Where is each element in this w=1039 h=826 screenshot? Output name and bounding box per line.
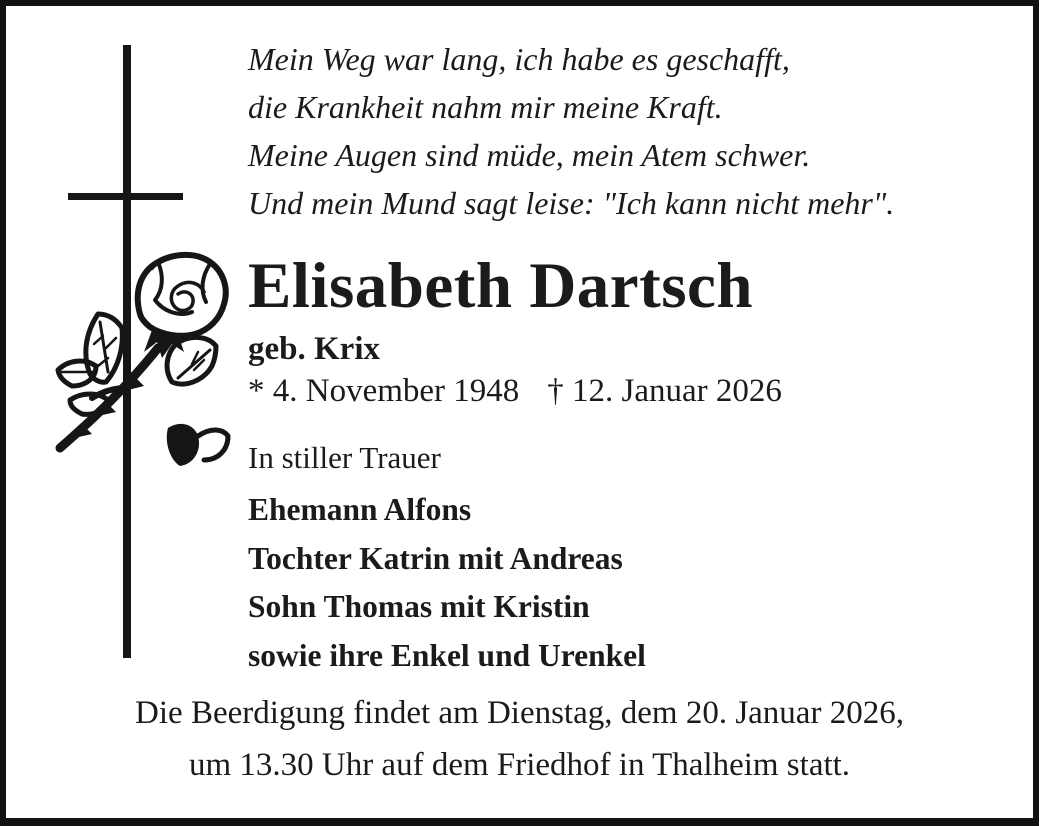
poem-line: Und mein Mund sagt leise: "Ich kann nicht mehr". <box>248 185 895 221</box>
mourners-list <box>248 486 646 680</box>
mourner-line: Sohn Thomas mit Kristin <box>248 589 590 624</box>
rose-icon <box>58 255 228 466</box>
poem <box>248 35 894 227</box>
mourning-intro: In stiller Trauer <box>248 440 441 475</box>
poem-line: die Krankheit nahm mir meine Kraft. <box>248 89 723 125</box>
deceased-name: Elisabeth Dartsch <box>248 250 754 322</box>
mourner-line: sowie ihre Enkel und Urenkel <box>248 637 646 673</box>
funeral-line: um 13.30 Uhr auf dem Friedhof in Thalheim statt. <box>188 747 851 783</box>
funeral-line: Die Beerdigung findet am Dienstag, dem 20. Januar 2026, <box>135 695 904 731</box>
cross-with-rose-icon <box>40 36 240 668</box>
mourner-line: Ehemann Alfons <box>248 492 472 527</box>
poem-line: Mein Weg war lang, ich habe es geschafft, <box>248 41 790 77</box>
funeral-info <box>6 687 1033 791</box>
death-date: † 12. Januar 2026 <box>547 373 782 409</box>
mourner-line: Tochter Katrin mit Andreas <box>248 540 623 576</box>
poem-line: Meine Augen sind müde, mein Atem schwer. <box>248 137 811 173</box>
life-dates <box>248 375 782 408</box>
maiden-name: geb. Krix <box>248 331 380 367</box>
birth-date: * 4. November 1948 <box>248 373 520 409</box>
